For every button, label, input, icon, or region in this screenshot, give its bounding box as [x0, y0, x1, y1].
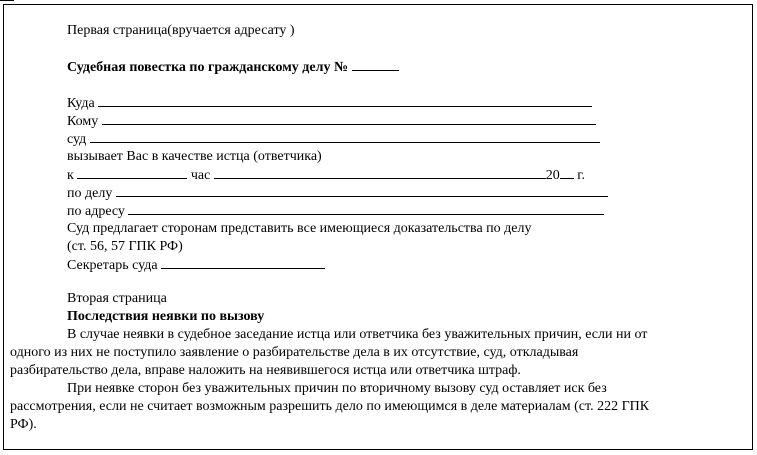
- komu-label: Кому: [67, 114, 99, 129]
- citation-text: (ст. 56, 57 ГПК РФ): [67, 239, 183, 254]
- document-title: [67, 58, 399, 76]
- field-kuda: [67, 94, 592, 112]
- year-prefix: 20: [545, 168, 560, 183]
- po-adresu-blank: [128, 202, 604, 215]
- po-delu-blank: [116, 184, 608, 197]
- field-po-delu: [67, 184, 608, 202]
- paragraph2-line1: При неявке сторон без уважительных причин по вторичному вызову суд оставляет иск без: [67, 381, 607, 396]
- paragraph1-line3: разбирательство дела, вправе наложить на неявившегося истца или ответчика штраф.: [10, 363, 521, 378]
- field-vyzyvaet: вызывает Вас в качестве истца (ответчика): [67, 149, 322, 164]
- time-blank: [214, 166, 546, 179]
- kuda-label: Куда: [67, 96, 95, 111]
- k-label: к: [67, 168, 74, 183]
- field-date-time: [67, 166, 585, 184]
- page2-header: Вторая страница: [67, 291, 167, 306]
- sud-label: суд: [67, 132, 87, 147]
- sud-predlagaet-text: Суд предлагает сторонам представить все имеющиеся доказательства по делу: [67, 221, 532, 236]
- field-sud: [67, 130, 600, 148]
- sud-blank: [90, 130, 600, 143]
- page1-header: Первая страница(вручается адресату ): [67, 23, 295, 38]
- paragraph2-line2: рассмотрения, если не считает возможным разрешить дело по имеющимся в деле материалам (ст. 222 ГПК: [10, 399, 650, 414]
- year-suffix: г.: [577, 168, 585, 183]
- paragraph2-line3: РФ).: [10, 417, 37, 432]
- field-komu: [67, 112, 596, 130]
- chas-label: час: [190, 168, 211, 183]
- field-po-adresu: [67, 202, 604, 220]
- po-adresu-label: по адресу: [67, 204, 125, 219]
- year-blank: [560, 166, 574, 179]
- kuda-blank: [98, 94, 592, 107]
- section-title: Последствия неявки по вызову: [67, 309, 265, 324]
- paragraph1-line2: одного из них не поступило заявление о разбирательстве дела в их отсутствие, суд, откладывая: [10, 345, 579, 360]
- title-text: Судебная повестка по гражданскому делу №: [67, 60, 349, 75]
- field-sekretar: [67, 256, 325, 274]
- paragraph1-line1: В случае неявки в судебное заседание истца или ответчика без уважительных причин, если ни от: [67, 327, 648, 342]
- date-blank: [77, 166, 187, 179]
- sekretar-blank: [161, 256, 325, 269]
- sekretar-label: Секретарь суда: [67, 258, 158, 273]
- komu-blank: [102, 112, 596, 125]
- po-delu-label: по делу: [67, 186, 113, 201]
- case-number-blank: [352, 58, 399, 71]
